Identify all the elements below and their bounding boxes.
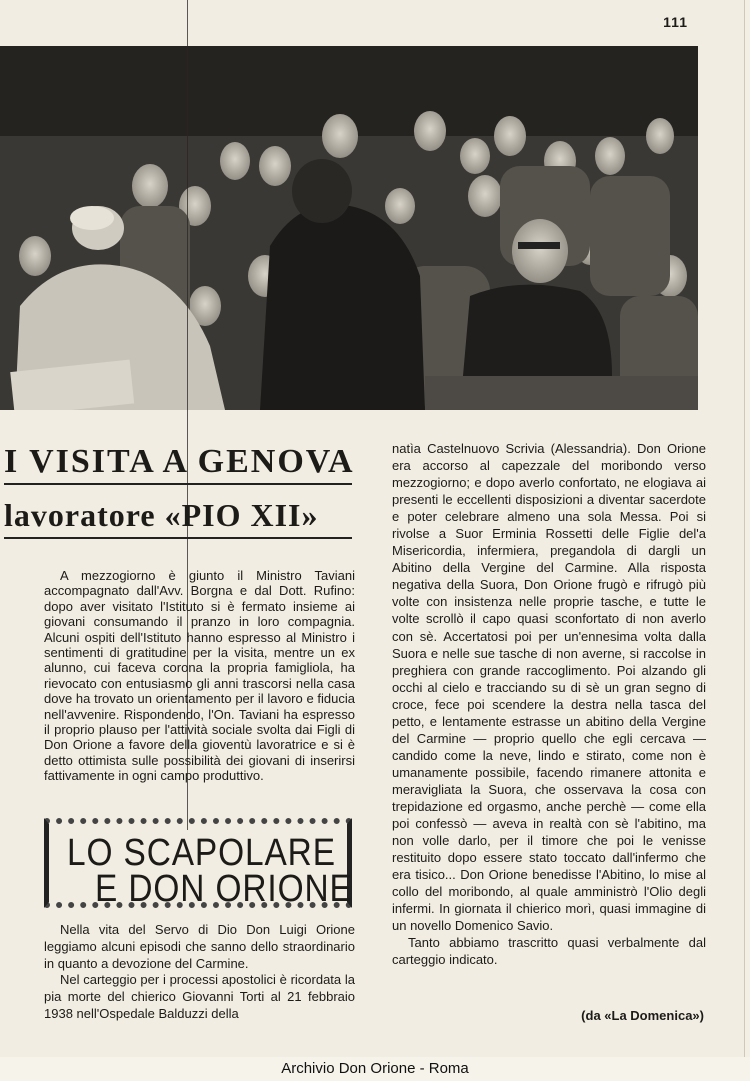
headline-line-2: lavoratore «PIO XII» <box>4 497 352 539</box>
article-source: (da «La Domenica») <box>581 1008 704 1023</box>
crowd-photograph <box>0 46 698 410</box>
article-paragraph-4: Tanto abbiamo trascritto quasi verbalmente dal carteggio indicato. <box>392 935 706 968</box>
article-paragraph-3: natìa Castelnuovo Scrivia (Alessandria). Don Orione era accorso al capezzale del moribondo verso mezzogiorno; e dopo averlo confortato, ne elogiava ai presenti le eccellenti disposizioni a diventar sacerdote e poter celebrare almeno una sola Messa. Poi si rivolse a Suor Erminia Rossetti delle Figlie del'a Misericordia, infermiera, pregandola di dargli un Abitino della Vergine del Carmine. Alla risposta negativa della Suora, Don Orione frugò e rifrugò più volte con insistenza nelle proprie tasche, e tutte le volte scrollò il capo quasi sconfortato di non averlo con sè. Accertatosi poi per un'ennesima volta dalla Suora e nelle sue tasche di non averne, si raccolse in preghiera con grande raccoglimento. Poi alzando gli occhi al cielo e tracciando su di sè un gran segno di croce, fece poi scendere la destra nella tasca del petto, e lentamente estrasse un abitino della Vergine del Carmine — proprio quello che egli cercava — candido come la neve, lindo e stirato, come non è umanamente possibile, facendo rimanere attonita e meravigliata la Suora, che osservava la cosa con trepidazione ed orgasmo, anche perchè — come ella poi confessò — aveva in realtà con sè l'abitino, ma non volle darlo, per il timore che poi le venisse restituito dopo essere stato toccato dall'infermo che era tisico... Don Orione benedisse l'Abitino, lo mise al collo del moribondo, al quale amministrò l'Olio degli infermi. In giornata il chierico morì, quasi immagine di un novello Domenico Savio. <box>392 441 706 934</box>
photo-illustration <box>0 46 698 410</box>
visit-paragraph: A mezzogiorno è giunto il Ministro Taviani accompagnato dall'Avv. Borgna e dal Dott. Rufino: dopo aver visitato l'Istituto si è fermato insieme ai giovani consumando il pranzo in loro compagnia. Alcuni ospiti dell'Istituto hanno espresso al Ministro i sentimenti di gratitudine per la visita, mentre un ex alunno, cui faceva corona la propria famigliola, ha rievocato con entusiasmo gli anni trascorsi nella casa dove ha trovato un orientamento per il lavoro e fiducia nell'avvenire. Rispondendo, l'On. Taviani ha espresso il proprio plauso per l'attività sociale svolta dai Figli di Don Orione a favore della gioventù lavoratrice e si è detto ottimista sulle possibilità dei giovani di inserirsi fattivamente in ogni campo produttivo. <box>44 568 355 784</box>
article-paragraph-1: Nella vita del Servo di Dio Don Luigi Orione leggiamo alcuni episodi che sanno dello straordinario in quanto a devozione del Carmine. <box>44 922 355 971</box>
article-left-column <box>44 922 355 1023</box>
article-paragraph-2: Nel carteggio per i processi apostolici è ricordata la pia morte del chierico Giovanni Torti al 21 febbraio 1938 nell'Ospedale Balduzzi della <box>44 972 355 1021</box>
article-right-column <box>392 440 706 968</box>
box-title-line-2: E DON ORIONE <box>95 868 353 910</box>
archive-footer: Archivio Don Orione - Roma <box>0 1057 750 1081</box>
box-title-line-1: LO SCAPOLARE <box>67 832 336 874</box>
section-title-box <box>44 818 352 908</box>
headline-line-1: I VISITA A GENOVA <box>4 443 352 485</box>
page-number: 111 <box>663 14 688 30</box>
left-column <box>44 568 355 784</box>
